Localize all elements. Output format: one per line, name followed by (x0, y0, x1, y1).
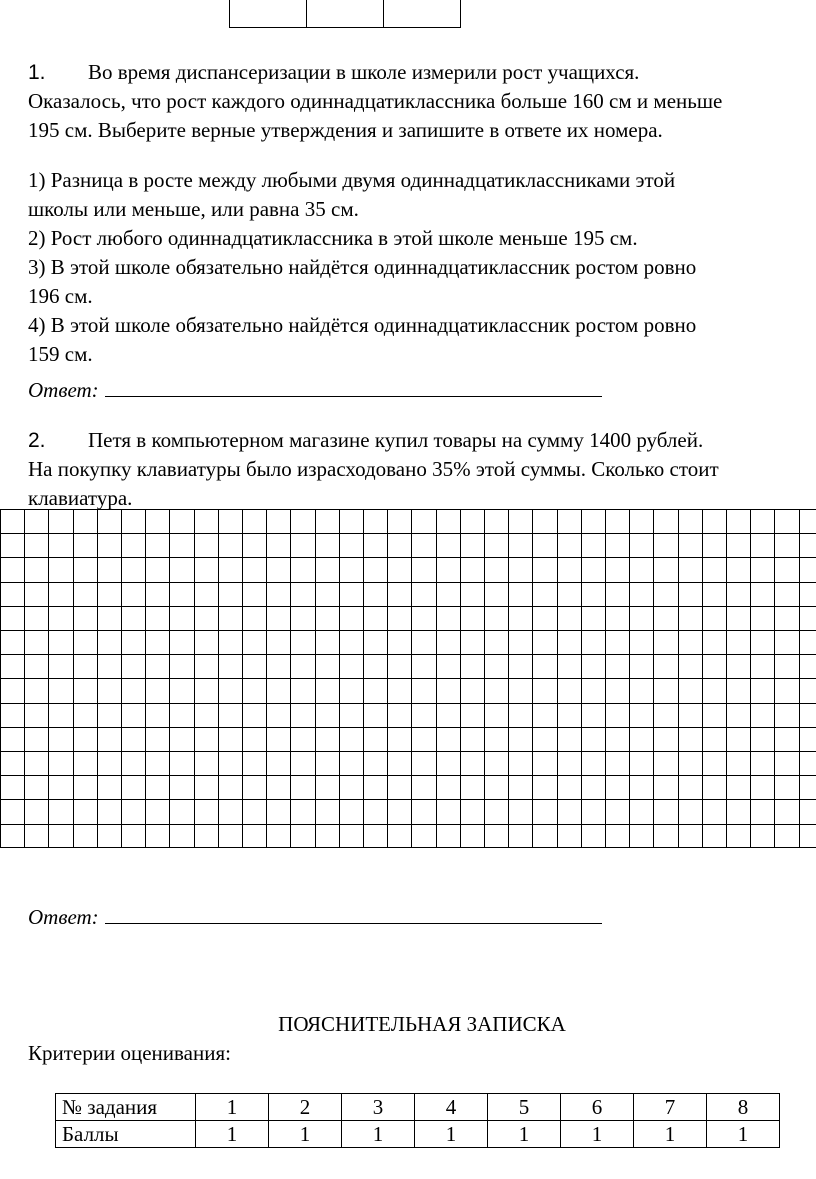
table-cell: 1 (634, 1121, 707, 1148)
option-line: 3) В этой школе обязательно найдётся одиннадцатиклассник ростом ровно (28, 255, 697, 279)
table-cell: 2 (269, 1094, 342, 1121)
task1-options (28, 166, 816, 369)
table-cell: 1 (269, 1121, 342, 1148)
table-cell: 7 (634, 1094, 707, 1121)
score-box[interactable] (307, 0, 384, 28)
table-cell: 1 (196, 1121, 269, 1148)
note-title: ПОЯСНИТЕЛЬНАЯ ЗАПИСКА (278, 1012, 566, 1036)
table-cell: 4 (415, 1094, 488, 1121)
task1-answer (28, 378, 602, 403)
table-cell: 5 (488, 1094, 561, 1121)
answer-label: Ответ: (28, 905, 99, 929)
table-cell: 3 (342, 1094, 415, 1121)
table-row-label: № задания (56, 1094, 196, 1121)
task2-number: 2. (28, 429, 46, 452)
task2-statement: 2. Петя в компьютерном магазине купил товары на сумму 1400 рублей. На покупку клавиатуры было израсходовано 35% этой суммы. Сколько стоит клавиатура. (28, 428, 719, 510)
option-line: 2) Рост любого одиннадцатиклассника в этой школе меньше 195 см. (28, 226, 638, 250)
table-cell: 8 (707, 1094, 780, 1121)
work-grid[interactable] (0, 509, 816, 848)
table-cell: 1 (561, 1121, 634, 1148)
top-score-boxes (229, 0, 461, 28)
table-cell: 1 (342, 1121, 415, 1148)
answer-label: Ответ: (28, 378, 99, 402)
answer-line[interactable] (105, 382, 602, 397)
task2-answer (28, 905, 602, 930)
score-box[interactable] (384, 0, 461, 28)
table-cell: 1 (415, 1121, 488, 1148)
option-line: 4) В этой школе обязательно найдётся одиннадцатиклассник ростом ровно (28, 313, 697, 337)
task1-number: 1. (28, 61, 46, 84)
criteria-table (55, 1093, 780, 1148)
table-cell: 1 (196, 1094, 269, 1121)
option-line: школы или меньше, или равна 35 см. (28, 197, 359, 221)
option-line: 1) Разница в росте между любыми двумя одиннадцатиклассниками этой (28, 168, 676, 192)
criteria-label: Критерии оценивания: (28, 1041, 231, 1065)
option-line: 196 см. (28, 284, 93, 308)
table-cell: 6 (561, 1094, 634, 1121)
task1-statement: 1. Во время диспансеризации в школе измерили рост учащихся. Оказалось, что рост каждого одиннадцатиклассника больше 160 см и меньше 195 см. Выберите верные утверждения и запишите в ответе их номера. (28, 60, 723, 142)
score-box[interactable] (230, 0, 307, 28)
answer-line[interactable] (105, 909, 602, 924)
table-cell: 1 (488, 1121, 561, 1148)
table-cell: 1 (707, 1121, 780, 1148)
option-line: 159 см. (28, 342, 93, 366)
table-row-label: Баллы (56, 1121, 196, 1148)
